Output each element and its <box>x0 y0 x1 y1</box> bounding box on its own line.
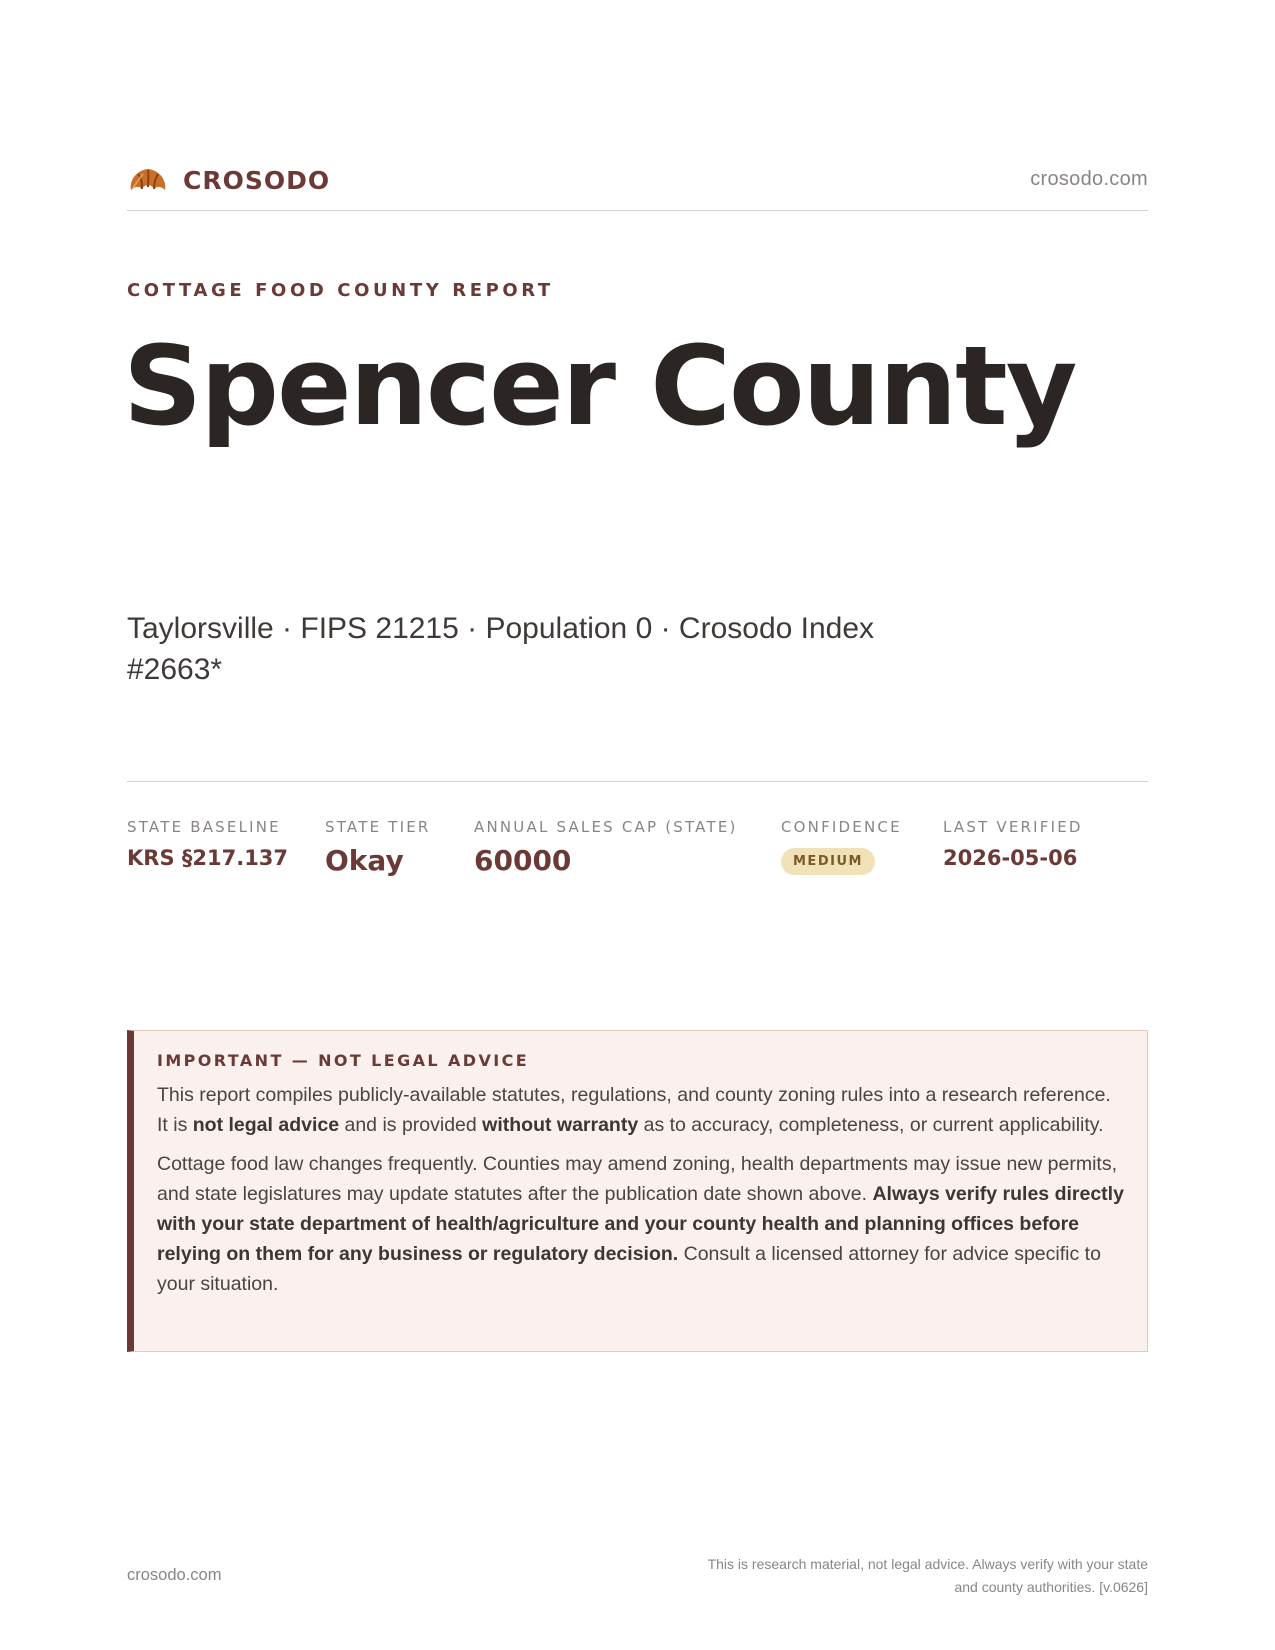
footer-site-link[interactable]: crosodo.com <box>127 1566 222 1584</box>
metric-confidence <box>781 818 902 875</box>
notice-emphasis: not legal advice <box>192 1114 340 1136</box>
metric-value: 2026-05-06 <box>943 846 1078 870</box>
metric-label: CONFIDENCE <box>781 818 902 836</box>
notice-text: This report compiles publicly-available statutes, regulations, and county zoning rules into a research reference. It is <box>157 1084 1111 1136</box>
report-eyebrow: COTTAGE FOOD COUNTY REPORT <box>127 280 554 301</box>
notice-text: Cottage food law changes frequently. Counties may amend zoning, health departments may issue new permits, and state legislatures may update statutes after the publication date shown above. <box>157 1153 1117 1205</box>
county-subtitle: Taylorsville · FIPS 21215 · Population 0 · Crosodo Index #2663* <box>127 612 875 686</box>
notice-paragraph-2 <box>157 1149 1125 1299</box>
page-header <box>127 158 1148 211</box>
site-link[interactable]: crosodo.com <box>1030 168 1148 190</box>
notice-paragraph-1 <box>157 1080 1125 1140</box>
notice-text: Consult a licensed attorney for advice specific to your situation. <box>157 1243 1101 1295</box>
footer-disclaimer-line: and county authorities. [v.0626] <box>954 1579 1148 1595</box>
metric-value: Okay <box>325 844 404 877</box>
brand-name: CROSODO <box>183 165 331 195</box>
metric-value: 60000 <box>474 844 572 877</box>
metric-label: STATE TIER <box>325 818 431 836</box>
metric-label: ANNUAL SALES CAP (STATE) <box>474 818 738 836</box>
page-title: Spencer County <box>123 322 1076 450</box>
notice-emphasis: Always verify rules directly with your state department of health/agriculture and your county health and planning offices before relying on them for any business or regulatory decision. <box>157 1183 1124 1265</box>
metric-annual-sales-cap <box>474 818 738 877</box>
notice-emphasis: without warranty <box>482 1114 639 1136</box>
metric-label: STATE BASELINE <box>127 818 281 836</box>
metric-label: LAST VERIFIED <box>943 818 1083 836</box>
footer-disclaimer <box>628 1553 1148 1599</box>
croissant-icon <box>127 162 169 198</box>
metric-state-baseline <box>127 818 288 870</box>
brand-logo[interactable] <box>127 162 330 198</box>
report-page <box>123 0 1148 1650</box>
metric-state-tier <box>325 818 431 877</box>
metric-last-verified <box>943 818 1083 870</box>
metrics-divider <box>127 781 1148 782</box>
legal-notice-callout <box>127 1030 1148 1352</box>
footer-disclaimer-line: This is research material, not legal advice. Always verify with your state <box>707 1556 1148 1572</box>
notice-text: and is provided <box>339 1114 483 1136</box>
notice-heading: IMPORTANT — NOT LEGAL ADVICE <box>157 1051 530 1070</box>
confidence-badge: MEDIUM <box>781 848 875 875</box>
notice-text: as to accuracy, completeness, or current applicability. <box>638 1114 1104 1136</box>
metric-value: KRS §217.137 <box>127 846 289 870</box>
